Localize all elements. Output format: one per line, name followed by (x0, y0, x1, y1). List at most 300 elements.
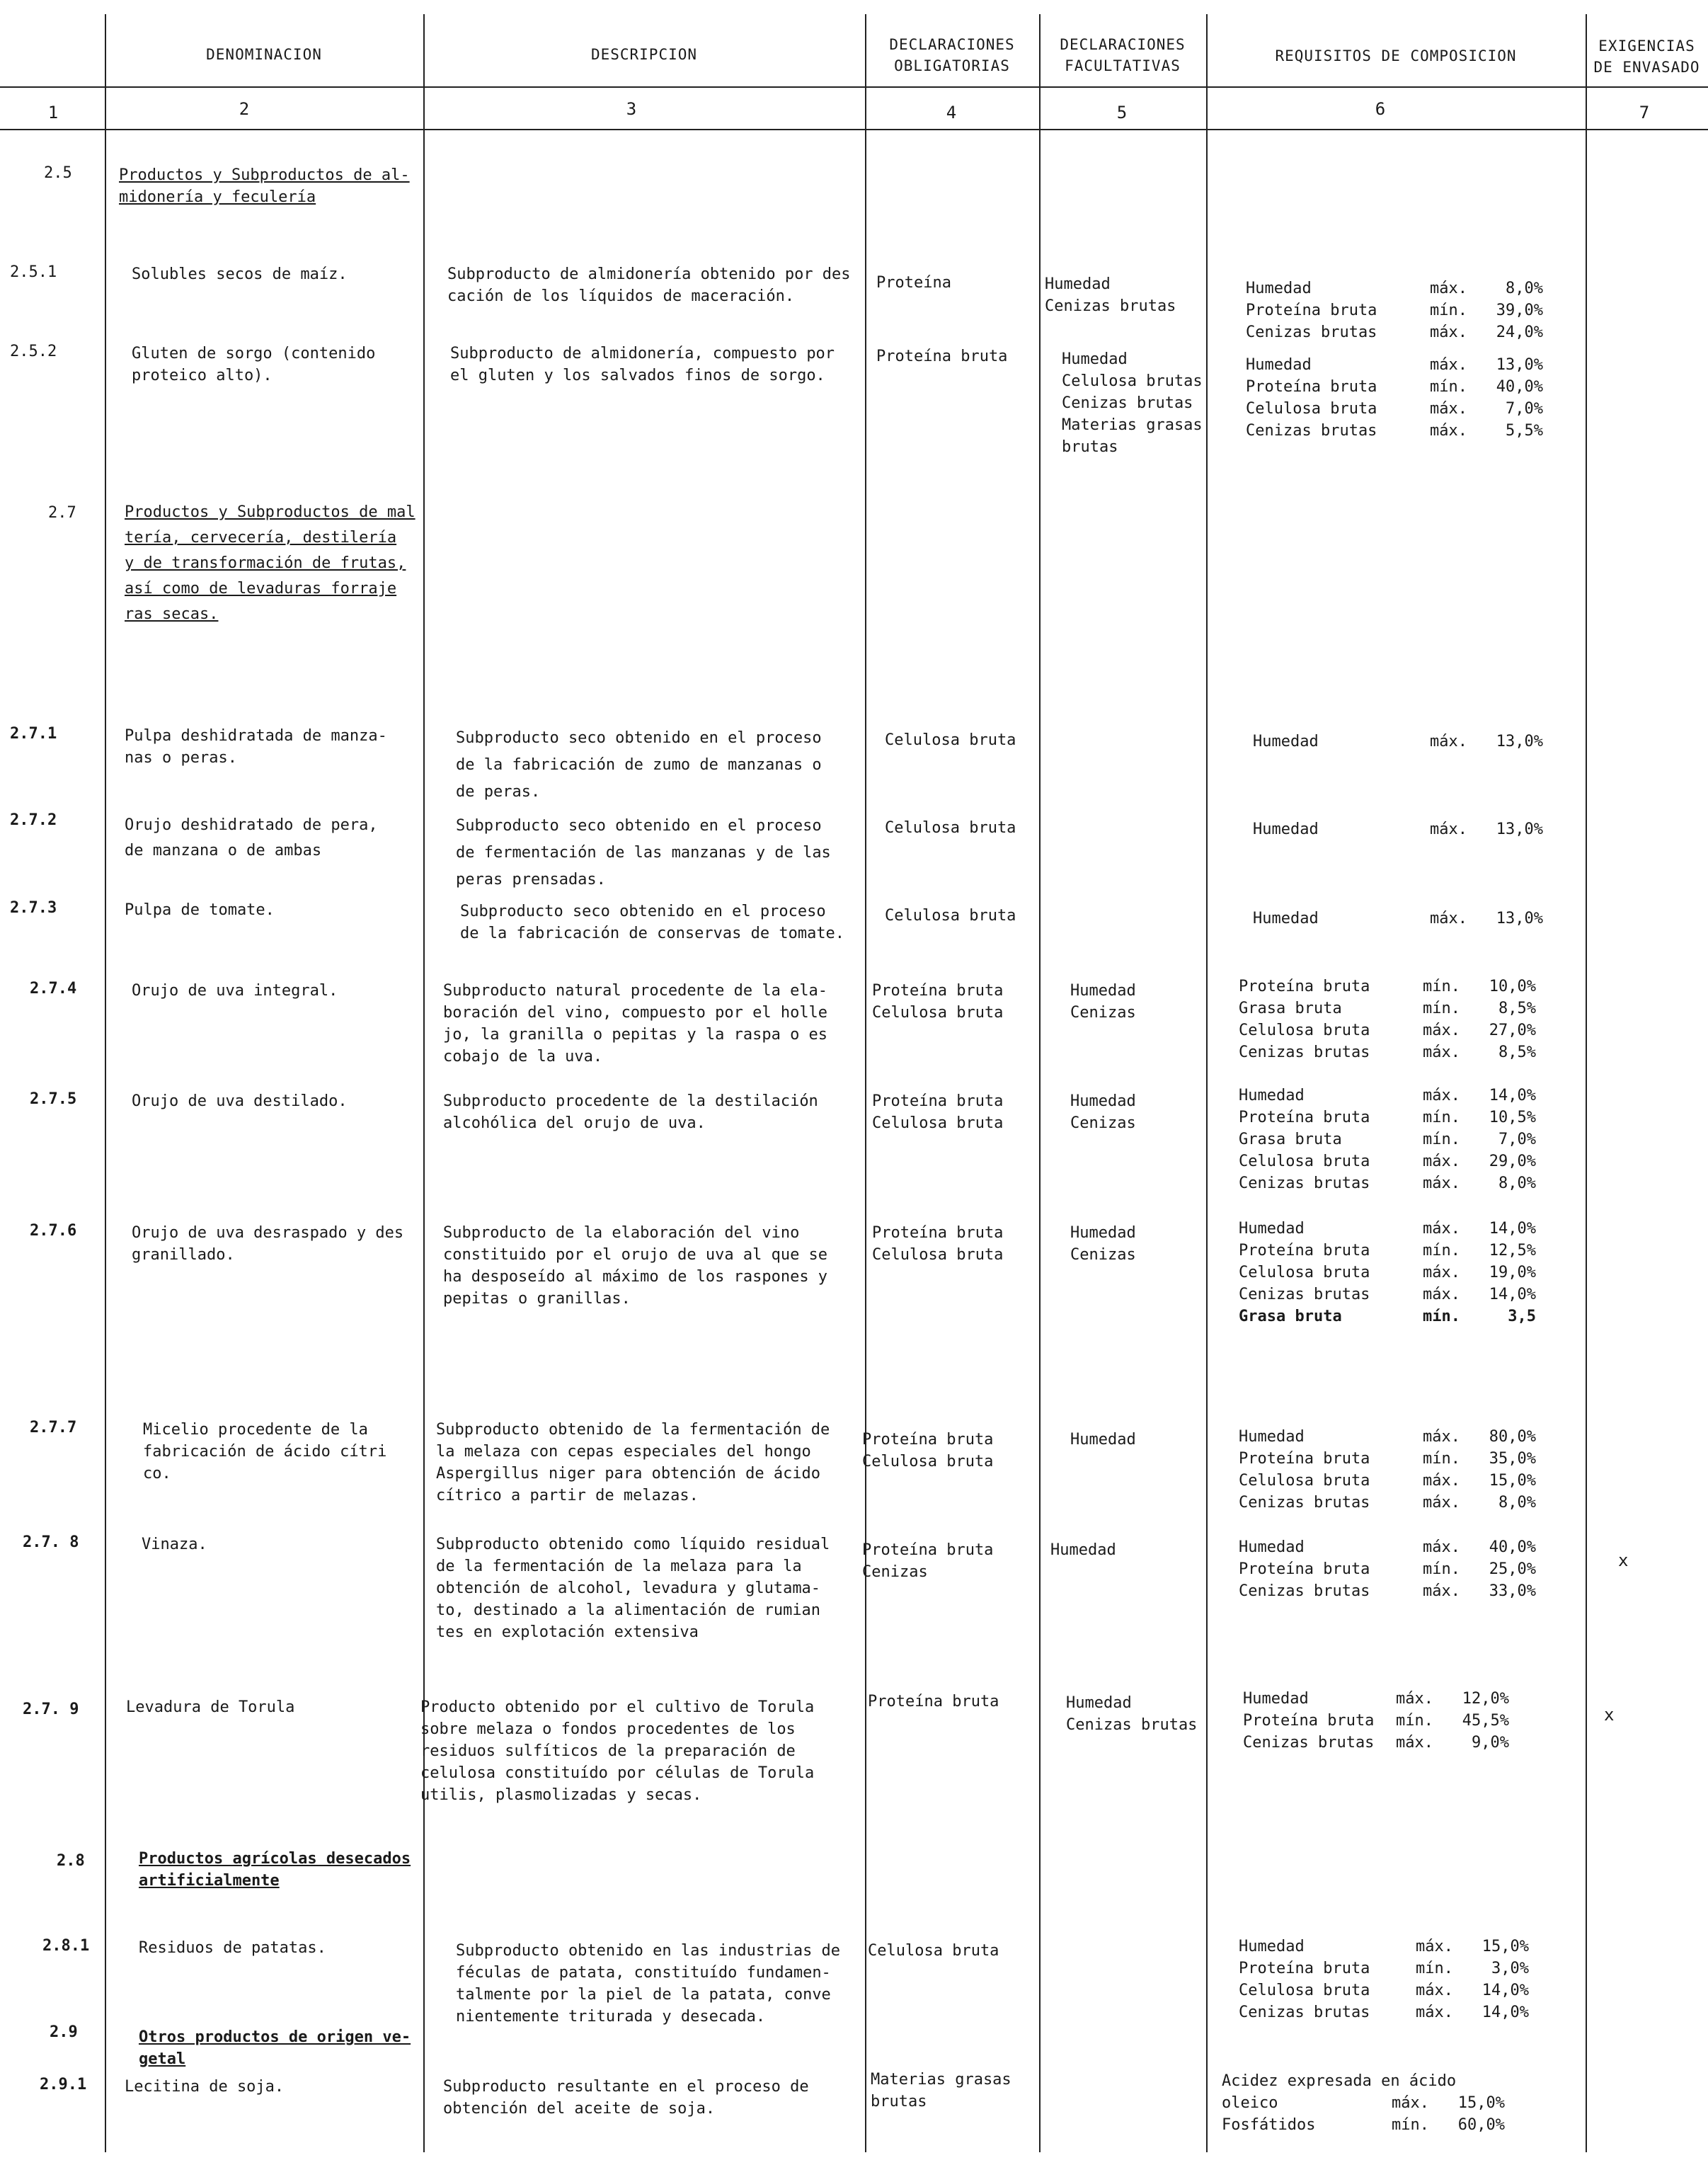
column-number: 2 (239, 99, 250, 119)
req-line (1239, 1240, 1536, 1262)
req-name: oleico (1222, 2094, 1278, 2112)
req-qual: máx. (1430, 356, 1467, 374)
text-line: de la fabricación de zumo de manzanas o (456, 756, 822, 774)
req-qual: máx. (1423, 1022, 1460, 1039)
req-name: Proteína bruta (1246, 302, 1377, 319)
req-line (1239, 2001, 1529, 2023)
text-line: Orujo de uva integral. (132, 982, 338, 1000)
req-qual: máx. (1430, 821, 1467, 838)
column-divider (423, 14, 425, 2152)
header-line: DECLARACIONES (1060, 36, 1186, 53)
req-line (1253, 818, 1543, 840)
req-qual: máx. (1423, 1087, 1460, 1104)
item-requisitos (1246, 354, 1543, 442)
text-line: jo, la granilla o pepitas y la raspa o es (443, 1026, 828, 1044)
req-qual: mín. (1396, 1712, 1433, 1730)
req-value: 15,0% (1457, 2094, 1505, 2112)
req-value: 40,0% (1489, 1538, 1536, 1556)
req-qual: máx. (1423, 1264, 1460, 1281)
req-value: 24,0% (1496, 324, 1543, 341)
item-declaraciones-obligatorias (872, 980, 1003, 1024)
req-line (1246, 398, 1543, 420)
req-line (1243, 1688, 1509, 1710)
header-rule (0, 86, 1708, 88)
text-line: Proteína bruta (872, 1224, 1004, 1242)
req-line (1222, 2114, 1533, 2136)
section-title-line: tería, cervecería, destilería (125, 529, 397, 547)
header-declaraciones-obligatorias (865, 34, 1039, 76)
req-line (1246, 376, 1543, 398)
item-denominacion (132, 980, 338, 1002)
section-title (119, 164, 410, 208)
req-qual: máx. (1430, 324, 1467, 341)
item-descripcion (443, 1090, 818, 1134)
header-line: DESCRIPCION (590, 46, 698, 63)
req-line (1246, 354, 1543, 376)
section-title-line: Productos y Subproductos de al- (119, 166, 410, 184)
req-line (1246, 321, 1543, 343)
text-line: de la fermentación de la melaza para la (436, 1558, 802, 1575)
header-line: DECLARACIONES (889, 36, 1015, 53)
text-line: Subproducto seco obtenido en el proceso (456, 729, 822, 747)
req-qual: máx. (1416, 1982, 1453, 1999)
req-name: Proteína bruta (1243, 1712, 1375, 1730)
text-line: cación de los líquidos de maceración. (447, 287, 795, 305)
text-line: sobre melaza o fondos procedentes de los (420, 1720, 796, 1738)
column-number: 6 (1375, 99, 1386, 119)
text-line: Humedad (1045, 275, 1111, 293)
item-declaraciones-obligatorias (885, 905, 1016, 927)
item-denominacion (132, 343, 375, 387)
req-qual: mín. (1392, 2116, 1429, 2134)
req-name: Cenizas brutas (1246, 422, 1377, 440)
req-qual: mín. (1423, 1242, 1460, 1259)
header-declaraciones-facultativas (1039, 34, 1206, 76)
req-name: Humedad (1239, 1938, 1305, 1955)
req-value: 15,0% (1489, 1472, 1536, 1490)
section-title-line: Productos agrícolas desecados (139, 1850, 411, 1868)
section-title-line: Productos y Subproductos de mal (125, 503, 415, 521)
item-number: 2.7. 8 (23, 1533, 79, 1551)
item-descripcion (460, 901, 844, 944)
item-declaraciones-obligatorias (862, 1429, 993, 1473)
text-line: Materias grasas (871, 2071, 1011, 2089)
req-qual: mín. (1423, 1000, 1460, 1017)
req-qual: máx. (1423, 1286, 1460, 1303)
req-qual: mín. (1416, 1960, 1453, 1977)
req-value: 12,5% (1489, 1242, 1536, 1259)
item-denominacion (142, 1533, 207, 1555)
section-number: 2.7 (48, 504, 76, 522)
text-line: la melaza con cepas especiales del hongo (436, 1443, 811, 1461)
header-requisitos (1206, 45, 1586, 67)
req-qual: máx. (1430, 733, 1467, 750)
item-descripcion (443, 980, 827, 1068)
text-line: Cenizas (1070, 1004, 1136, 1022)
req-line (1239, 976, 1536, 998)
text-line: Proteína bruta (868, 1693, 999, 1710)
item-number: 2.8.1 (42, 1937, 90, 1955)
text-line: Aspergillus niger para obtención de ácido (436, 1465, 821, 1483)
text-line: Subproducto natural procedente de la ela- (443, 982, 828, 1000)
req-name: Proteína bruta (1239, 1450, 1370, 1468)
item-requisitos (1253, 731, 1543, 753)
item-denominacion (125, 899, 275, 921)
item-declaraciones-obligatorias (885, 729, 1016, 751)
item-descripcion (443, 2076, 809, 2120)
req-qual: máx. (1423, 1044, 1460, 1061)
column-number: 7 (1639, 103, 1650, 122)
text-line: Subproducto obtenido de la fermentación de (436, 1421, 830, 1439)
req-line (1253, 731, 1543, 753)
req-value: 8,0% (1506, 280, 1543, 297)
item-denominacion (143, 1419, 386, 1485)
req-name: Cenizas brutas (1239, 1044, 1370, 1061)
text-line: utilis, plasmolizadas y secas. (420, 1786, 702, 1804)
req-name: Cenizas brutas (1239, 1494, 1370, 1512)
column-number-rule (0, 129, 1708, 130)
req-line (1239, 1558, 1536, 1580)
req-value: 14,0% (1489, 1220, 1536, 1238)
req-line (1239, 1470, 1536, 1492)
text-line: Celulosa bruta (862, 1453, 994, 1470)
text-line: Humedad (1070, 1431, 1136, 1449)
req-value: 13,0% (1496, 821, 1543, 838)
req-name: Grasa bruta (1239, 1308, 1342, 1325)
req-line (1239, 1172, 1536, 1194)
item-number: 2.7.2 (10, 811, 57, 829)
text-line: Subproducto seco obtenido en el proceso (456, 817, 822, 835)
section-title-line: así como de levaduras forraje (125, 580, 397, 598)
req-name: Humedad (1239, 1220, 1305, 1238)
req-value: 14,0% (1481, 2004, 1529, 2021)
text-line: Celulosa bruta (885, 819, 1016, 837)
req-line (1239, 1958, 1529, 1980)
req-line (1239, 1041, 1536, 1063)
text-line: nientemente triturada y desecada. (456, 2008, 766, 2026)
header-line: EXIGENCIAS (1598, 38, 1695, 55)
section-title (125, 500, 415, 627)
text-line: Celulosa bruta (885, 731, 1016, 749)
item-descripcion (450, 343, 835, 387)
text-line: brutas (1062, 438, 1118, 456)
req-name: Cenizas brutas (1239, 2004, 1370, 2021)
text-line: ha desposeído al máximo de los raspones y (443, 1268, 828, 1286)
header-line: DENOMINACION (206, 46, 322, 63)
text-line: Proteína bruta (876, 348, 1008, 365)
req-line (1239, 998, 1536, 1019)
item-declaraciones-facultativas (1070, 980, 1136, 1024)
text-line: Pulpa deshidratada de manza- (125, 727, 387, 745)
item-declaraciones-obligatorias (862, 1539, 993, 1583)
item-denominacion (139, 1937, 326, 1959)
section-title-line: y de transformación de frutas, (125, 554, 406, 572)
req-qual: máx. (1423, 1582, 1460, 1600)
req-line (1239, 1218, 1536, 1240)
req-name: Celulosa bruta (1239, 1982, 1370, 1999)
section-title-line: ras secas. (125, 605, 219, 623)
req-qual: máx. (1430, 400, 1467, 418)
item-descripcion (447, 263, 851, 307)
text-line: Subproducto obtenido como líquido residual (436, 1536, 830, 1553)
item-declaraciones-obligatorias (872, 1222, 1003, 1266)
text-line: féculas de patata, constituído fundamen- (456, 1964, 831, 1982)
envasado-mark: x (1618, 1550, 1629, 1570)
item-requisitos (1246, 278, 1543, 343)
req-name: Proteína bruta (1239, 1109, 1370, 1126)
req-value: 8,0% (1498, 1175, 1536, 1192)
req-qual: máx. (1423, 1175, 1460, 1192)
req-qual: mín. (1423, 1450, 1460, 1468)
text-line: Celulosa bruta (872, 1246, 1004, 1264)
req-qual: máx. (1430, 280, 1467, 297)
text-line: Proteína bruta (872, 1092, 1004, 1110)
item-number: 2.7.6 (30, 1222, 77, 1240)
item-declaraciones-facultativas (1050, 1539, 1116, 1561)
header-denominacion (105, 44, 423, 65)
item-descripcion (443, 1222, 827, 1310)
req-value: 14,0% (1481, 1982, 1529, 1999)
req-value: 8,5% (1498, 1044, 1536, 1061)
text-line: Humedad (1062, 350, 1128, 368)
text-line: Humedad (1070, 982, 1136, 1000)
req-value: 3,5 (1508, 1308, 1536, 1325)
req-qual: máx. (1423, 1494, 1460, 1512)
text-line: Orujo deshidratado de pera, (125, 816, 378, 834)
req-name: Humedad (1239, 1538, 1305, 1556)
req-name: Humedad (1246, 356, 1312, 374)
req-qual: máx. (1392, 2094, 1429, 2112)
text-line: Celulosa brutas (1062, 372, 1203, 390)
item-declaraciones-obligatorias (885, 817, 1016, 839)
req-line (1239, 1536, 1536, 1558)
req-line (1253, 908, 1543, 930)
text-line: granillado. (132, 1246, 235, 1264)
req-name: Humedad (1239, 1087, 1305, 1104)
text-line: talmente por la piel de la patata, conve (456, 1986, 831, 2004)
req-name: Grasa bruta (1239, 1000, 1342, 1017)
item-denominacion (125, 725, 387, 769)
item-denominacion (125, 2076, 284, 2098)
column-divider (1586, 14, 1587, 2152)
column-number: 4 (946, 103, 957, 122)
item-descripcion (420, 1696, 814, 1806)
text-line: Materias grasas (1062, 416, 1203, 434)
req-name: Celulosa bruta (1239, 1264, 1370, 1281)
header-line: REQUISITOS DE COMPOSICION (1275, 47, 1517, 64)
req-value: 9,0% (1472, 1734, 1509, 1752)
item-requisitos (1253, 818, 1543, 840)
req-qual: máx. (1430, 910, 1467, 927)
req-value: 39,0% (1496, 302, 1543, 319)
req-value: 5,5% (1506, 422, 1543, 440)
item-number: 2.7.7 (30, 1419, 77, 1436)
req-line (1239, 1980, 1529, 2001)
req-line (1239, 1306, 1536, 1327)
req-name: Humedad (1246, 280, 1312, 297)
text-line: Proteína bruta (862, 1431, 994, 1449)
req-value: 35,0% (1489, 1450, 1536, 1468)
req-line (1243, 1710, 1509, 1732)
text-line: pepitas o granillas. (443, 1290, 631, 1308)
req-qual: mín. (1430, 302, 1467, 319)
text-line: Vinaza. (142, 1536, 207, 1553)
req-name: Grasa bruta (1239, 1131, 1342, 1148)
req-name: Acidez expresada en ácido (1222, 2072, 1457, 2090)
req-qual: mín. (1423, 1560, 1460, 1578)
text-line: constituido por el orujo de uva al que se (443, 1246, 828, 1264)
text-line: boración del vino, compuesto por el holle (443, 1004, 828, 1022)
text-line: Cenizas (1070, 1246, 1136, 1264)
item-requisitos (1239, 1426, 1536, 1514)
text-line: Cenizas (862, 1563, 928, 1581)
req-value: 8,5% (1498, 1000, 1536, 1017)
text-line: Subproducto seco obtenido en el proceso (460, 903, 826, 920)
req-name: Humedad (1253, 733, 1319, 750)
item-declaraciones-facultativas (1070, 1429, 1136, 1451)
req-line (1239, 1580, 1536, 1602)
text-line: fabricación de ácido cítri (143, 1443, 387, 1461)
req-value: 14,0% (1489, 1286, 1536, 1303)
text-line: proteico alto). (132, 367, 273, 384)
column-divider (1206, 14, 1208, 2152)
req-value: 13,0% (1496, 356, 1543, 374)
text-line: co. (143, 1465, 171, 1483)
req-value: 13,0% (1496, 733, 1543, 750)
text-line: Subproducto de almidonería obtenido por des (447, 265, 851, 283)
item-declaraciones-obligatorias (868, 1691, 999, 1713)
item-requisitos (1239, 1536, 1536, 1602)
req-line (1239, 1262, 1536, 1284)
text-line: Subproducto de almidonería, compuesto por (450, 345, 835, 362)
section-title-line: getal (139, 2050, 186, 2068)
req-value: 15,0% (1481, 1938, 1529, 1955)
item-requisitos (1239, 1936, 1529, 2023)
text-line: Solubles secos de maíz. (132, 265, 348, 283)
item-descripcion (436, 1533, 830, 1643)
text-line: Proteína bruta (872, 982, 1004, 1000)
req-name: Proteína bruta (1239, 1242, 1370, 1259)
req-value: 14,0% (1489, 1087, 1536, 1104)
req-name: Proteína bruta (1239, 1960, 1370, 1977)
text-line: Orujo de uva destilado. (132, 1092, 348, 1110)
header-line: DE ENVASADO (1593, 59, 1700, 76)
text-line: Producto obtenido por el cultivo de Torula (420, 1698, 815, 1716)
section-title-line: Otros productos de origen ve- (139, 2028, 411, 2046)
text-line: Gluten de sorgo (contenido (132, 345, 376, 362)
req-name: Cenizas brutas (1239, 1175, 1370, 1192)
req-qual: mín. (1423, 978, 1460, 995)
item-number: 2.7.1 (10, 725, 57, 743)
req-value: 13,0% (1496, 910, 1543, 927)
item-declaraciones-obligatorias (871, 2069, 1011, 2113)
item-denominacion (132, 1090, 348, 1112)
req-name: Cenizas brutas (1239, 1286, 1370, 1303)
text-line: Subproducto procedente de la destilación (443, 1092, 818, 1110)
req-line (1246, 420, 1543, 442)
req-line (1246, 278, 1543, 299)
text-line: cítrico a partir de melazas. (436, 1487, 699, 1504)
section-number: 2.5 (44, 164, 72, 182)
text-line: Residuos de patatas. (139, 1939, 326, 1957)
text-line: Humedad (1066, 1694, 1132, 1712)
req-value: 25,0% (1489, 1560, 1536, 1578)
item-number: 2.7.3 (10, 899, 57, 917)
text-line: residuos sulfíticos de la preparación de (420, 1742, 796, 1760)
req-qual: mín. (1430, 378, 1467, 396)
text-line: de manzana o de ambas (125, 842, 322, 859)
item-declaraciones-facultativas (1070, 1090, 1136, 1134)
item-declaraciones-obligatorias (876, 345, 1007, 367)
item-denominacion (132, 263, 348, 285)
item-declaraciones-obligatorias (872, 1090, 1003, 1134)
req-line (1239, 1284, 1536, 1306)
text-line: alcohólica del orujo de uva. (443, 1114, 706, 1132)
req-name: Cenizas brutas (1239, 1582, 1370, 1600)
item-number: 2.5.1 (10, 263, 57, 281)
req-qual: máx. (1396, 1734, 1433, 1752)
req-qual: máx. (1423, 1472, 1460, 1490)
req-line (1239, 1150, 1536, 1172)
req-line (1239, 1426, 1536, 1448)
text-line: obtención del aceite de soja. (443, 2100, 716, 2118)
text-line: Humedad (1070, 1224, 1136, 1242)
text-line: Proteína bruta (862, 1541, 994, 1559)
text-line: Subproducto obtenido en las industrias de (456, 1942, 841, 1960)
item-denominacion (125, 813, 378, 864)
req-value: 19,0% (1489, 1264, 1536, 1281)
item-declaraciones-obligatorias (868, 1940, 999, 1962)
text-line: Cenizas brutas (1062, 394, 1193, 412)
req-name: Proteína bruta (1239, 1560, 1370, 1578)
item-declaraciones-facultativas (1062, 348, 1203, 458)
text-line: Orujo de uva desraspado y des (132, 1224, 404, 1242)
req-line (1239, 1107, 1536, 1129)
text-line: Cenizas brutas (1045, 297, 1176, 315)
item-declaraciones-facultativas (1070, 1222, 1136, 1266)
text-line: Subproducto resultante en el proceso de (443, 2078, 809, 2096)
header-descripcion (423, 44, 865, 65)
text-line: brutas (871, 2093, 927, 2110)
item-declaraciones-facultativas (1066, 1692, 1197, 1736)
req-value: 7,0% (1506, 400, 1543, 418)
req-name: Celulosa bruta (1239, 1022, 1370, 1039)
req-value: 10,5% (1489, 1109, 1536, 1126)
text-line: Lecitina de soja. (125, 2078, 285, 2096)
section-title (139, 1848, 411, 1892)
req-qual: mín. (1423, 1109, 1460, 1126)
item-declaraciones-facultativas (1045, 273, 1176, 317)
column-divider (105, 14, 106, 2152)
item-descripcion (456, 813, 831, 893)
text-line: Pulpa de tomate. (125, 901, 275, 919)
req-value: 45,5% (1462, 1712, 1509, 1730)
req-qual: máx. (1423, 1428, 1460, 1446)
text-line: el gluten y los salvados finos de sorgo. (450, 367, 825, 384)
req-qual: máx. (1423, 1153, 1460, 1170)
text-line: peras prensadas. (456, 871, 606, 889)
req-qual: máx. (1423, 1220, 1460, 1238)
item-number: 2.5.2 (10, 343, 57, 360)
req-value: 10,0% (1489, 978, 1536, 995)
header-exigencias (1586, 35, 1708, 78)
text-line: de fermentación de las manzanas y de las (456, 844, 831, 862)
req-line (1246, 299, 1543, 321)
req-name: Cenizas brutas (1243, 1734, 1375, 1752)
text-line: Celulosa bruta (872, 1004, 1004, 1022)
req-name: Fosfátidos (1222, 2116, 1316, 2134)
item-requisitos (1243, 1688, 1509, 1754)
